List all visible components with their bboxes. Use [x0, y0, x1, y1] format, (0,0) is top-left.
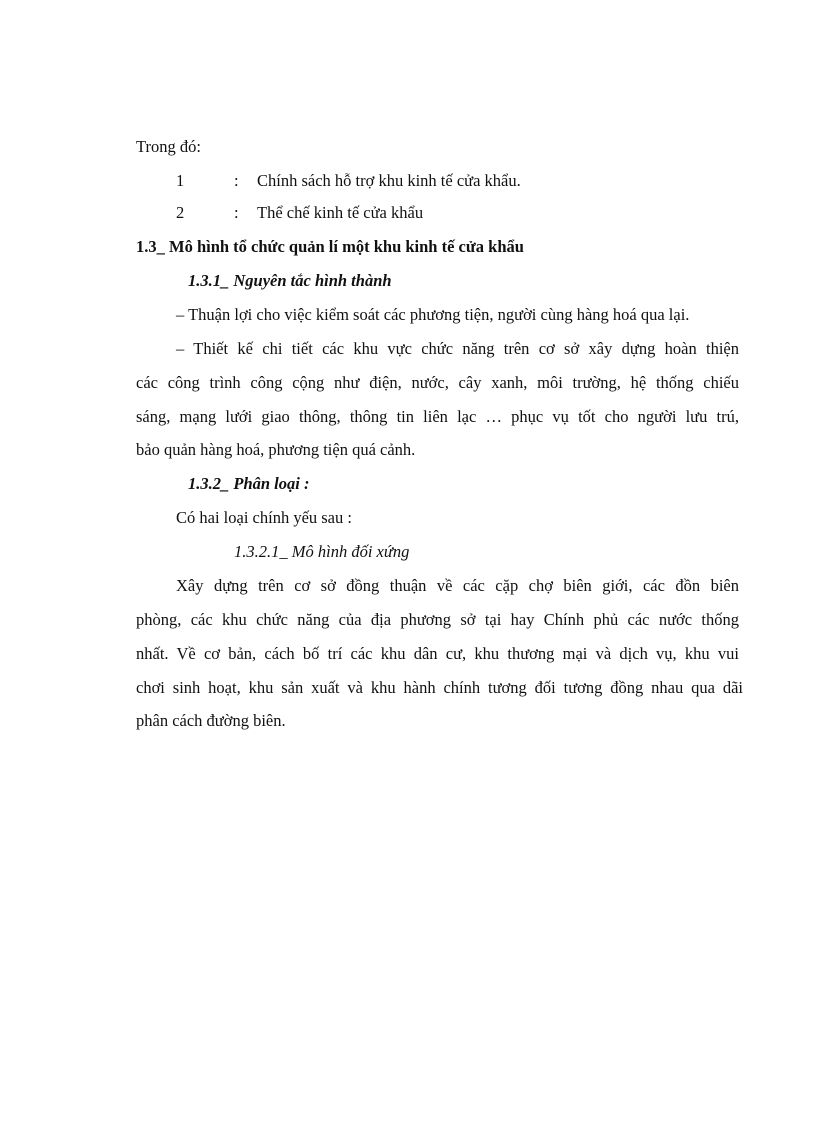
paragraph-line: phòng, các khu chức năng của địa phương sở tại hay Chính phủ các nước thống: [136, 610, 739, 629]
section-heading-1-3-2-1: 1.3.2.1_ Mô hình đối xứng: [234, 542, 410, 561]
legend-separator: :: [234, 171, 239, 190]
types-intro: Có hai loại chính yếu sau :: [176, 508, 352, 527]
section-heading-1-3-1: 1.3.1_ Nguyên tắc hình thành: [188, 271, 392, 290]
section-heading-1-3-2: 1.3.2_ Phân loại :: [188, 474, 310, 493]
paragraph-line: nhất. Về cơ bản, cách bố trí các khu dân cư, khu thương mại và dịch vụ, khu vui: [136, 644, 739, 663]
paragraph-line: chơi sinh hoạt, khu sản xuất và khu hành chính tương đối tương đồng nhau qua dãi: [136, 678, 743, 697]
legend-separator: :: [234, 203, 239, 222]
paragraph-line: Xây dựng trên cơ sở đồng thuận về các cặp chợ biên giới, các đồn biên: [176, 576, 739, 595]
bullet-item: – Thuận lợi cho việc kiểm soát các phương tiện, người cùng hàng hoá qua lại.: [176, 305, 690, 324]
legend-text: Thể chế kinh tế cửa khẩu: [257, 203, 424, 222]
section-heading-1-3: 1.3_ Mô hình tổ chức quản lí một khu kinh tế cửa khẩu: [136, 237, 524, 256]
paragraph-line: bảo quản hàng hoá, phương tiện quá cảnh.: [136, 440, 416, 459]
paragraph-line: phân cách đường biên.: [136, 711, 286, 730]
legend-number: 1: [176, 171, 185, 190]
paragraph-line: – Thiết kế chi tiết các khu vực chức năng trên cơ sở xây dựng hoàn thiện: [176, 339, 739, 358]
paragraph-line: sáng, mạng lưới giao thông, thông tin liên lạc … phục vụ tốt cho người lưu trú,: [136, 407, 739, 426]
legend-text: Chính sách hỗ trợ khu kinh tế cửa khẩu.: [257, 171, 521, 190]
paragraph-line: các công trình công cộng như điện, nước, cây xanh, môi trường, hệ thống chiếu: [136, 373, 739, 392]
intro-text: Trong đó:: [136, 137, 201, 156]
legend-number: 2: [176, 203, 185, 222]
